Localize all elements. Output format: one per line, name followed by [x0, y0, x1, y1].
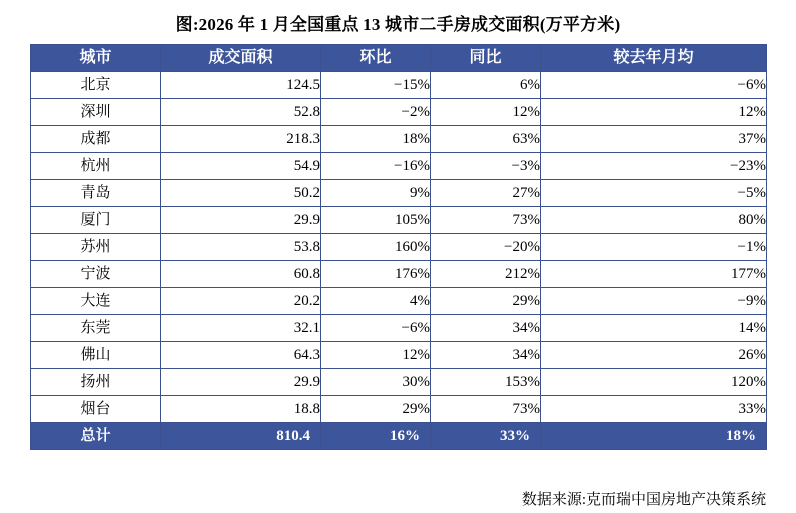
- cell-mom: 176%: [321, 261, 431, 288]
- table-header: [31, 45, 767, 72]
- cell-area: 29.9: [161, 207, 321, 234]
- column-header-yoy: 同比: [431, 45, 541, 72]
- table-row: [31, 207, 767, 234]
- cell-area: 20.2: [161, 288, 321, 315]
- cell-vs-avg: 33%: [541, 396, 767, 423]
- cell-city: 宁波: [31, 261, 161, 288]
- table-row: [31, 261, 767, 288]
- total-yoy: 33%: [431, 423, 541, 450]
- cell-mom: 160%: [321, 234, 431, 261]
- cell-city: 北京: [31, 72, 161, 99]
- cell-vs-avg: 26%: [541, 342, 767, 369]
- table-row: [31, 72, 767, 99]
- table-row: [31, 234, 767, 261]
- cell-mom: −2%: [321, 99, 431, 126]
- cell-city: 厦门: [31, 207, 161, 234]
- total-vs-avg: 18%: [541, 423, 767, 450]
- cell-vs-avg: 80%: [541, 207, 767, 234]
- total-label: 总计: [31, 423, 161, 450]
- table-row: [31, 153, 767, 180]
- cell-city: 烟台: [31, 396, 161, 423]
- total-area: 810.4: [161, 423, 321, 450]
- cell-vs-avg: 12%: [541, 99, 767, 126]
- table-row: [31, 396, 767, 423]
- cell-yoy: 34%: [431, 342, 541, 369]
- cell-vs-avg: 120%: [541, 369, 767, 396]
- cell-mom: −6%: [321, 315, 431, 342]
- cell-area: 124.5: [161, 72, 321, 99]
- secondhand-housing-table: [30, 44, 767, 450]
- cell-city: 青岛: [31, 180, 161, 207]
- cell-yoy: 34%: [431, 315, 541, 342]
- cell-mom: −15%: [321, 72, 431, 99]
- cell-yoy: 27%: [431, 180, 541, 207]
- cell-area: 218.3: [161, 126, 321, 153]
- cell-vs-avg: −1%: [541, 234, 767, 261]
- cell-yoy: 12%: [431, 99, 541, 126]
- table-footer: [31, 423, 767, 450]
- table-row: [31, 288, 767, 315]
- cell-city: 杭州: [31, 153, 161, 180]
- table-row: [31, 99, 767, 126]
- cell-vs-avg: −5%: [541, 180, 767, 207]
- cell-area: 54.9: [161, 153, 321, 180]
- cell-yoy: 73%: [431, 207, 541, 234]
- cell-city: 深圳: [31, 99, 161, 126]
- column-header-city: 城市: [31, 45, 161, 72]
- cell-city: 佛山: [31, 342, 161, 369]
- table-container: [30, 44, 766, 450]
- page-title: 图:2026 年 1 月全国重点 13 城市二手房成交面积(万平方米): [175, 15, 621, 34]
- table-body: [31, 72, 767, 423]
- column-header-vs-avg: 较去年月均: [541, 45, 767, 72]
- cell-mom: 105%: [321, 207, 431, 234]
- cell-area: 50.2: [161, 180, 321, 207]
- cell-mom: 4%: [321, 288, 431, 315]
- cell-area: 52.8: [161, 99, 321, 126]
- cell-city: 成都: [31, 126, 161, 153]
- cell-city: 大连: [31, 288, 161, 315]
- cell-vs-avg: −6%: [541, 72, 767, 99]
- cell-mom: 18%: [321, 126, 431, 153]
- cell-city: 扬州: [31, 369, 161, 396]
- table-row: [31, 126, 767, 153]
- cell-vs-avg: 37%: [541, 126, 767, 153]
- cell-area: 60.8: [161, 261, 321, 288]
- table-total-row: [31, 423, 767, 450]
- cell-yoy: −20%: [431, 234, 541, 261]
- cell-area: 53.8: [161, 234, 321, 261]
- cell-city: 苏州: [31, 234, 161, 261]
- cell-yoy: 29%: [431, 288, 541, 315]
- total-mom: 16%: [321, 423, 431, 450]
- cell-vs-avg: −9%: [541, 288, 767, 315]
- cell-mom: 12%: [321, 342, 431, 369]
- cell-vs-avg: 14%: [541, 315, 767, 342]
- table-row: [31, 369, 767, 396]
- cell-mom: 30%: [321, 369, 431, 396]
- source-note: 数据来源:克而瑞中国房地产决策系统: [521, 492, 766, 508]
- cell-area: 32.1: [161, 315, 321, 342]
- cell-yoy: 153%: [431, 369, 541, 396]
- cell-mom: 9%: [321, 180, 431, 207]
- table-header-row: [31, 45, 767, 72]
- cell-yoy: 6%: [431, 72, 541, 99]
- cell-city: 东莞: [31, 315, 161, 342]
- cell-area: 29.9: [161, 369, 321, 396]
- table-row: [31, 315, 767, 342]
- cell-mom: 29%: [321, 396, 431, 423]
- column-header-area: 成交面积: [161, 45, 321, 72]
- column-header-mom: 环比: [321, 45, 431, 72]
- table-row: [31, 180, 767, 207]
- cell-area: 18.8: [161, 396, 321, 423]
- cell-vs-avg: 177%: [541, 261, 767, 288]
- cell-yoy: −3%: [431, 153, 541, 180]
- cell-yoy: 63%: [431, 126, 541, 153]
- cell-area: 64.3: [161, 342, 321, 369]
- cell-vs-avg: −23%: [541, 153, 767, 180]
- cell-yoy: 212%: [431, 261, 541, 288]
- cell-yoy: 73%: [431, 396, 541, 423]
- table-row: [31, 342, 767, 369]
- cell-mom: −16%: [321, 153, 431, 180]
